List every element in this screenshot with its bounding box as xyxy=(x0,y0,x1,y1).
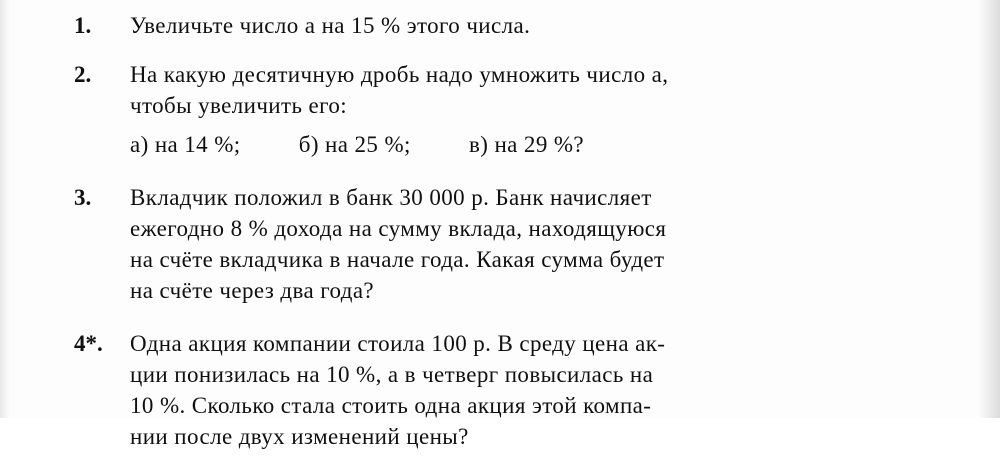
exercise-text-3 xyxy=(130,182,964,306)
exercise-number-1: 1. xyxy=(74,13,92,38)
page-left-edge-shadow xyxy=(0,0,10,418)
exercise-line: на счёте через два года? xyxy=(130,278,375,303)
exercise-line xyxy=(130,213,964,244)
exercise-item-2 xyxy=(74,59,964,160)
exercise-line-text: ежегодно 8 % дохода на сумму вклада, находящуюся xyxy=(130,216,667,241)
exercise-line-text: ции понизилась на 10 %, а в четверг повысилась на xyxy=(130,362,654,387)
exercise-line-text: На какую десятичную дробь надо умножить число a, xyxy=(130,62,669,87)
exercise-subitems xyxy=(130,129,964,160)
exercise-subitem-v: в) на 29 %? xyxy=(468,132,585,157)
exercise-line xyxy=(130,328,964,359)
exercise-item-3 xyxy=(74,182,964,306)
exercise-number-2: 2. xyxy=(74,62,92,87)
exercise-item-4 xyxy=(74,328,964,452)
exercise-text-2 xyxy=(130,59,964,160)
exercise-line xyxy=(130,390,964,421)
exercise-line-text: на счёте вкладчика в начале года. Какая сумма будет xyxy=(130,247,665,272)
exercise-line xyxy=(130,59,964,90)
exercise-number-3: 3. xyxy=(74,185,92,210)
exercise-text-1 xyxy=(130,10,964,41)
exercise-line xyxy=(130,244,964,275)
exercise-line xyxy=(130,359,964,390)
exercise-subitem-a: а) на 14 %; xyxy=(130,132,241,157)
exercise-line-text: Вкладчик положил в банк 30 000 р. Банк начисляет xyxy=(130,185,652,210)
exercise-line-text: 10 %. Сколько стала стоить одна акция этой компа- xyxy=(130,393,652,418)
exercise-line: чтобы увеличить его: xyxy=(130,93,348,118)
page-right-edge-shadow xyxy=(978,0,1000,418)
exercise-number-4: 4*. xyxy=(74,331,103,356)
exercise-subitem-b: б) на 25 %; xyxy=(298,132,411,157)
exercise-line: нии после двух изменений цены? xyxy=(130,424,469,449)
exercise-line xyxy=(130,182,964,213)
exercise-text-4 xyxy=(130,328,964,452)
exercise-line: Увеличьте число a на 15 % этого числа. xyxy=(130,13,531,38)
exercise-list xyxy=(74,4,964,468)
exercise-line-text: Одна акция компании стоила 100 р. В среду цена ак- xyxy=(130,331,666,356)
exercise-item-1 xyxy=(74,10,964,41)
